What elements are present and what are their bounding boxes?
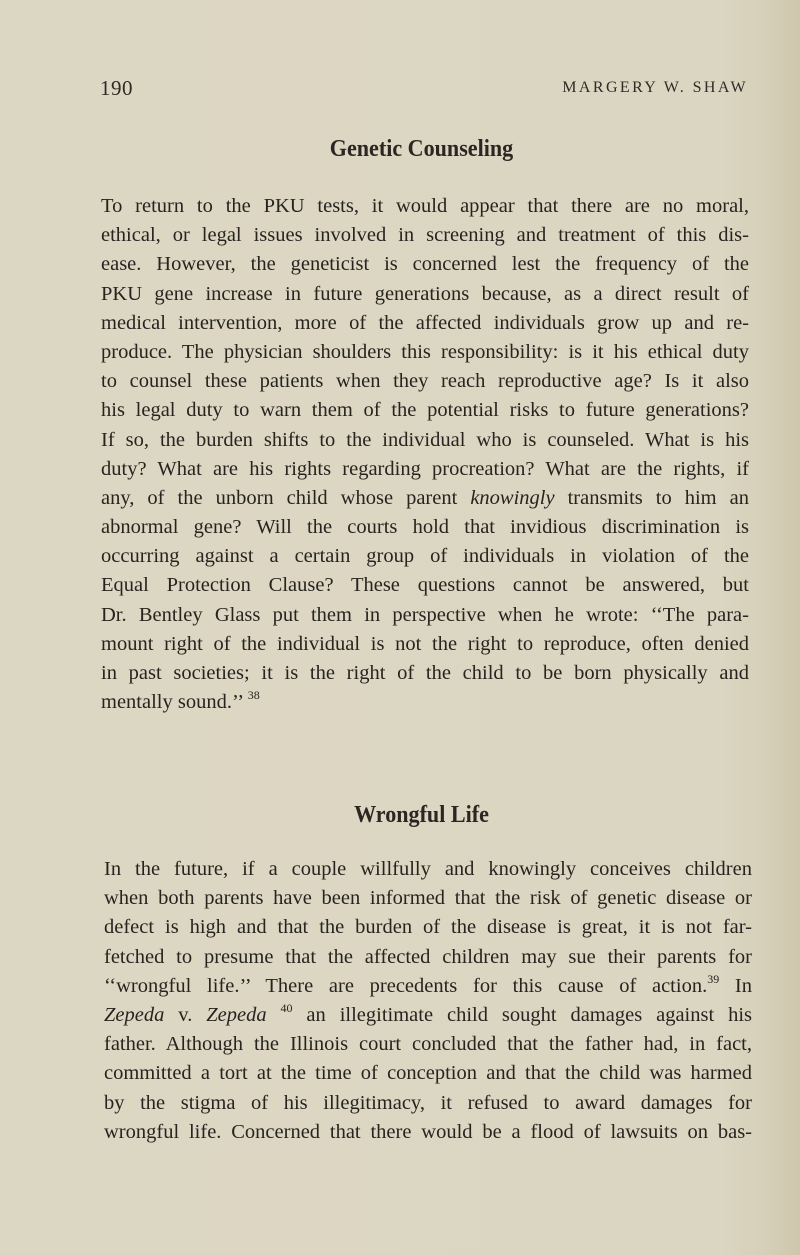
text-line: [101, 688, 749, 717]
text-line: mount right of the individual is not the right to reproduce, often denied: [101, 632, 749, 655]
text-line: To return to the PKU tests, it would appear that there are no moral,: [101, 195, 749, 217]
text-line: [104, 972, 752, 1001]
text-line: in past societies; it is the right of the child to be born physically and: [101, 662, 749, 684]
text-line: abnormal gene? Will the courts hold that invidious discrimination is: [101, 516, 749, 539]
text-fragment: v.: [164, 1003, 207, 1026]
emphasis-knowingly: knowingly: [470, 486, 555, 509]
text-line: [101, 484, 749, 513]
text-line: ethical, or legal issues involved in screening and treatment of this dis-: [101, 224, 749, 247]
text-line: Equal Protection Clause? These questions cannot be answered, but: [101, 574, 749, 597]
paragraph-genetic-counseling: [101, 192, 749, 717]
running-head-author: MARGERY W. SHAW: [562, 79, 748, 96]
text-line: PKU gene increase in future generations because, as a direct result of: [101, 282, 749, 305]
text-line: [104, 1001, 752, 1030]
text-line: to counsel these patients when they reach reproductive age? Is it also: [101, 370, 749, 393]
text-line: when both parents have been informed that the risk of genetic disease or: [104, 887, 752, 910]
text-line: Dr. Bentley Glass put them in perspective when he wrote: ‘‘The para-: [101, 603, 749, 626]
text-fragment: In: [719, 974, 752, 997]
text-line: by the stigma of his illegitimacy, it refused to award damages for: [104, 1091, 752, 1114]
text-line: produce. The physician shoulders this responsibility: is it his ethical duty: [101, 340, 749, 363]
text-line: occurring against a certain group of individuals in violation of the: [101, 545, 749, 568]
text-line: wrongful life. Concerned that there would be a flood of lawsuits on bas-: [104, 1120, 752, 1143]
text-fragment: an illegitimate child sought damages against his: [292, 1003, 752, 1026]
section-title-genetic-counseling: Genetic Counseling: [329, 136, 514, 162]
text-fragment: mentally sound.’’: [101, 691, 248, 714]
text-line: If so, the burden shifts to the individual who is counseled. What is his: [101, 428, 749, 451]
text-line: father. Although the Illinois court concluded that the father had, in fact,: [104, 1033, 752, 1056]
text-line: fetched to presume that the affected children may sue their parents for: [104, 945, 752, 968]
text-line: committed a tort at the time of conception and that the child was harmed: [104, 1062, 752, 1085]
text-line: duty? What are his rights regarding procreation? What are the rights, if: [101, 457, 749, 480]
footnote-ref-38: 38: [247, 688, 260, 703]
case-name-italic: Zepeda: [206, 1003, 267, 1026]
paragraph-wrongful-life: [104, 855, 752, 1147]
running-head: [100, 76, 748, 100]
section-title-wrongful-life: Wrongful Life: [354, 802, 489, 828]
text-line: medical intervention, more of the affected individuals grow up and re-: [101, 311, 749, 334]
text-line: defect is high and that the burden of the disease is great, it is not far-: [104, 916, 752, 939]
page-number: 190: [100, 76, 133, 100]
text-line: In the future, if a couple willfully and knowingly conceives children: [104, 858, 752, 880]
footnote-ref-39: 39: [707, 971, 720, 986]
text-fragment: any, of the unborn child whose parent: [101, 486, 471, 509]
footnote-ref-40: 40: [280, 1000, 293, 1015]
text-fragment: ‘‘wrongful life.’’ There are precedents for this cause of action.: [104, 974, 708, 997]
text-fragment: transmits to him an: [554, 486, 749, 509]
text-line: his legal duty to warn them of the potential risks to future generations?: [101, 399, 749, 422]
case-name-italic: Zepeda: [104, 1003, 165, 1026]
text-line: ease. However, the geneticist is concerned lest the frequency of the: [101, 253, 749, 276]
